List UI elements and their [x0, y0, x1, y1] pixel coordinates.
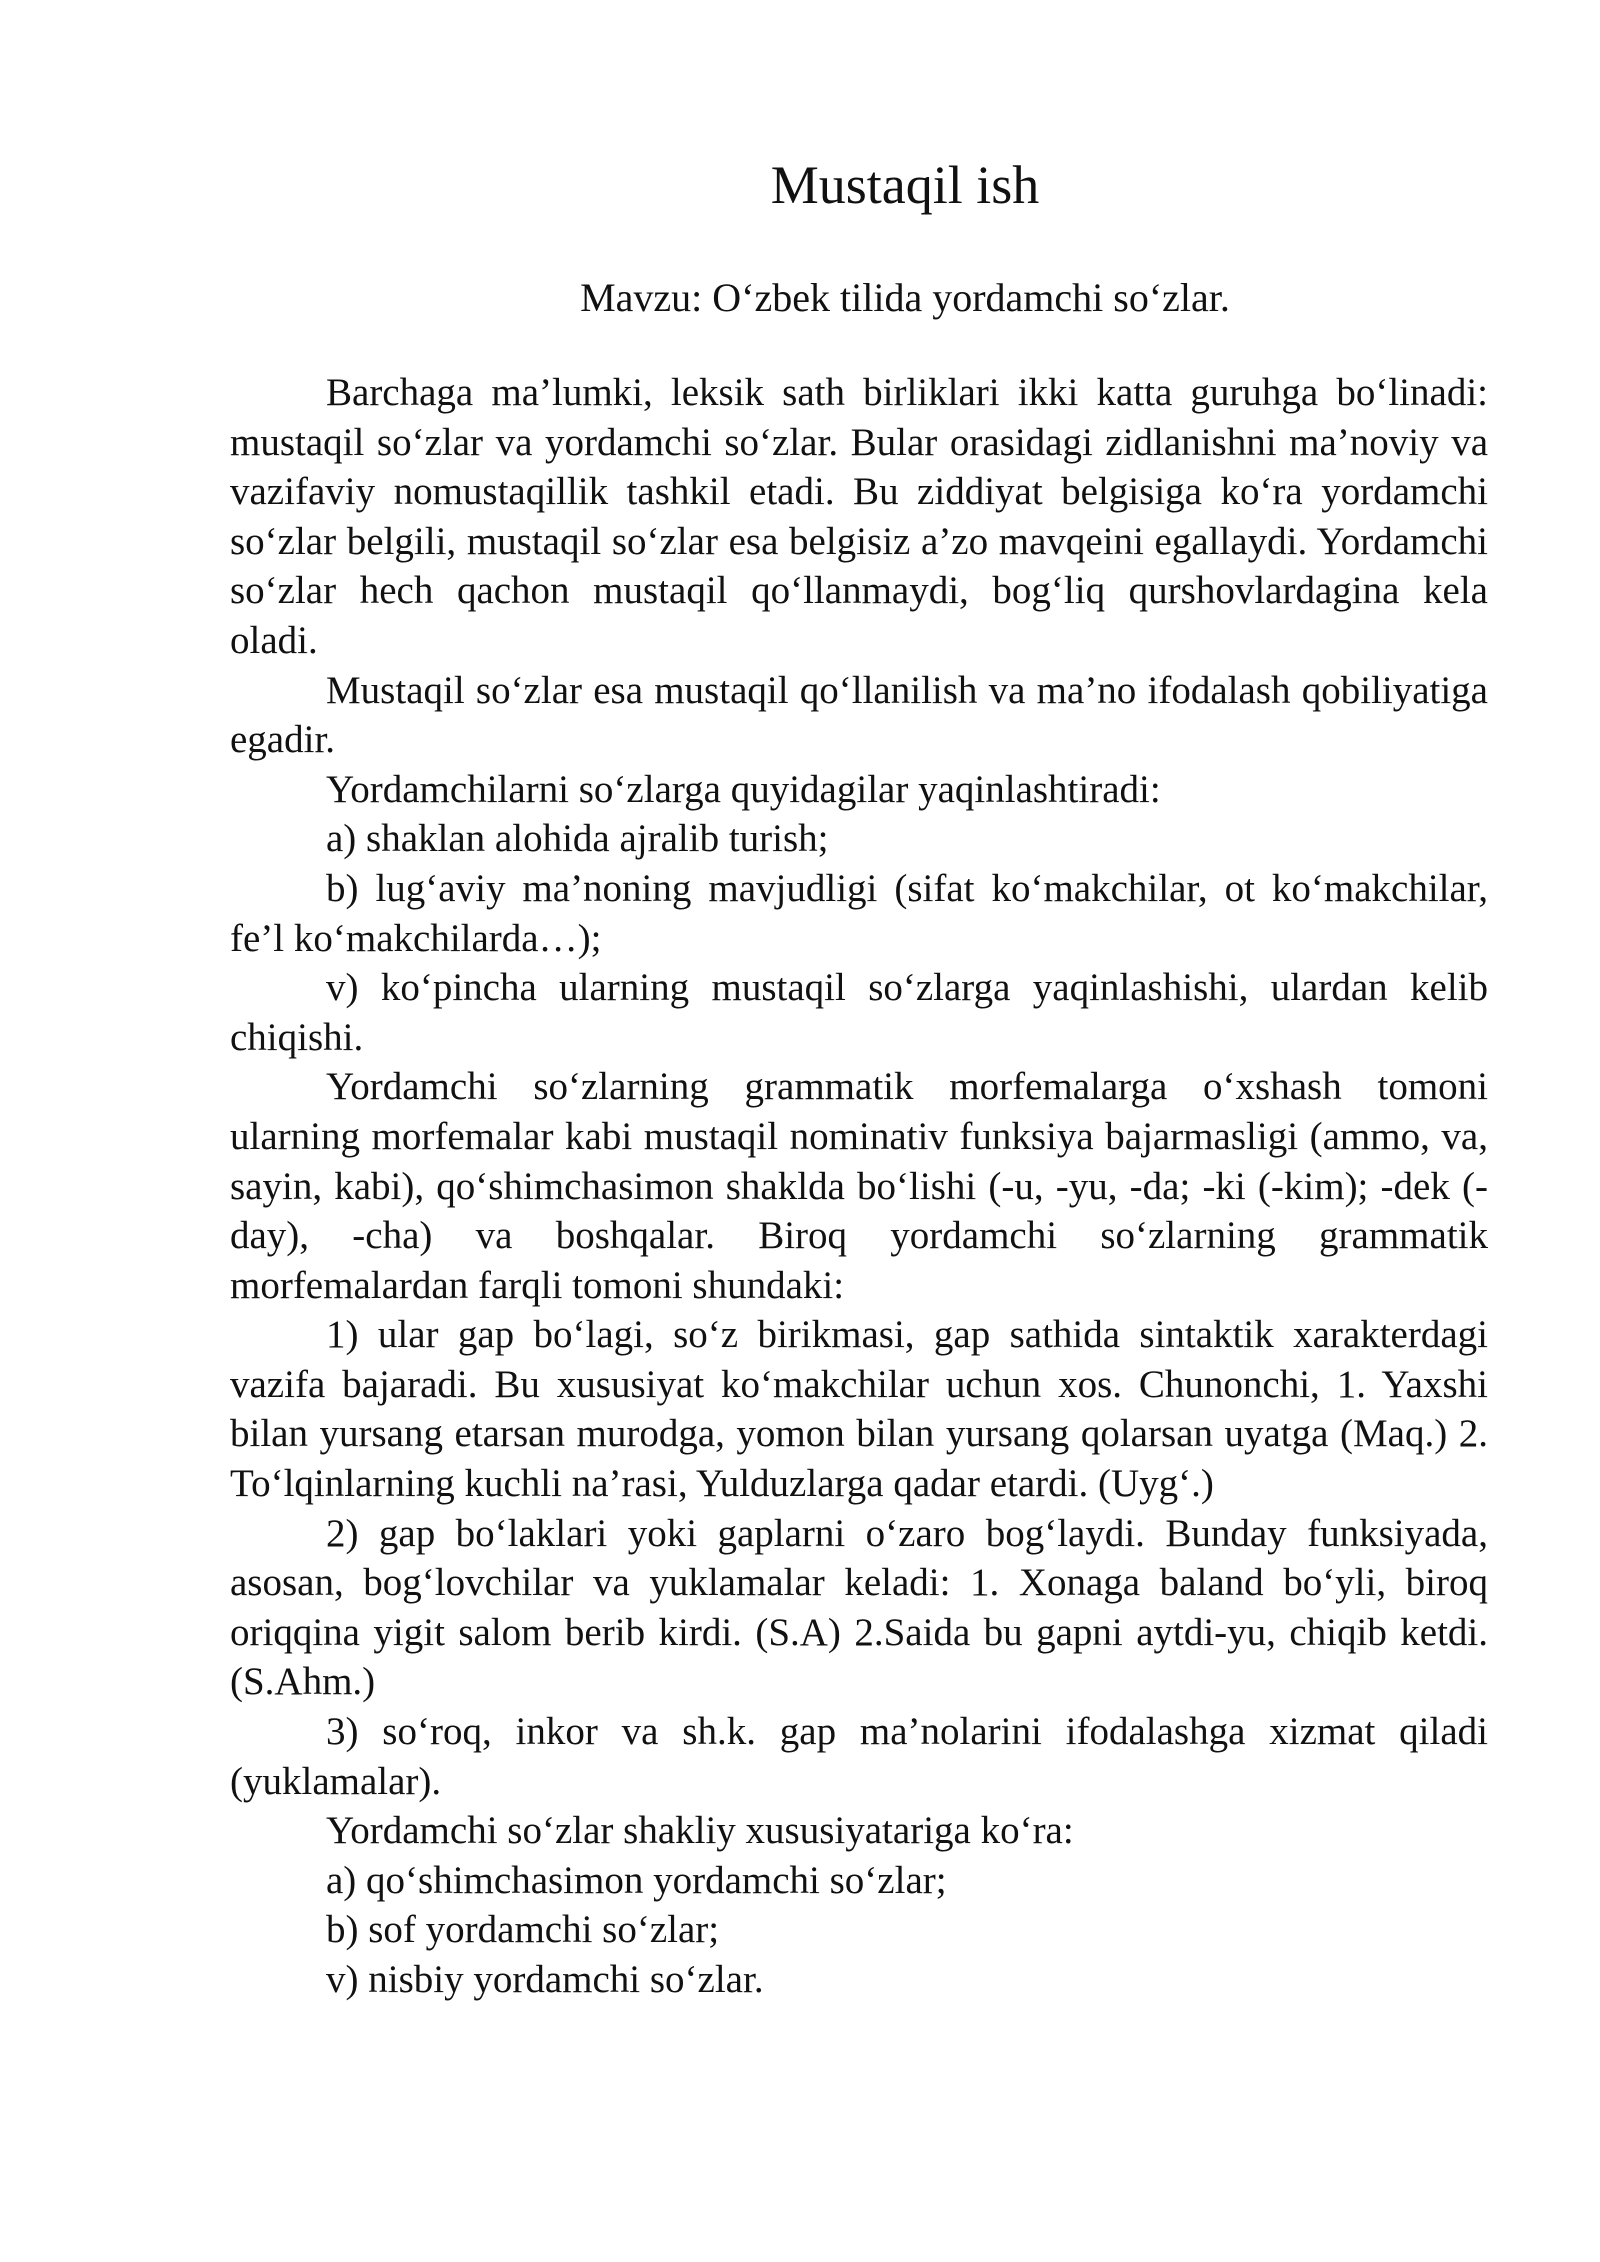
paragraph: Yordamchi so‘zlarning grammatik morfemalarga o‘xshash tomoni ularning morfemalar kabi mustaqil nominativ funksiya bajarmasligi (ammo, va, sayin, kabi), qo‘shimchasimon shakldа bo‘lishi (-u, -yu, -da; -ki (-kim); -dek (-day), -cha) va boshqalar. Biroq yordamchi so‘zlarning grammatik morfemalardan farqli tomoni shundaki: [230, 1065, 1488, 1307]
list-item: 3) so‘roq, inkor va sh.k. gap ma’nolarini ifodalashga xizmat qiladi (yuklamalar). [230, 1710, 1488, 1803]
list-item: a) qo‘shimchasimon yordamchi so‘zlar; [326, 1858, 947, 1902]
paragraph: Mustaqil so‘zlar esa mustaqil qo‘llanilish va ma’no ifodalash qobiliyatiga egadir. [230, 668, 1488, 762]
paragraph: Yordamchi so‘zlar shakliy xususiyatariga ko‘ra: [326, 1809, 1074, 1853]
document-body [230, 368, 1488, 2005]
list-item: a) shaklan alohida ajralib turish; [326, 817, 829, 861]
list-item: 2) gap bo‘laklari yoki gaplarni o‘zaro bog‘laydi. Bunday funksiyada, asosan, bog‘lovchilar va yuklamalar keladi: 1. Xonaga baland bo‘yli, biroq oriqqina yigit salom berib kirdi. (S.A) 2.Saida bu gapni aytdi-yu, chiqib ketdi. (S.Ahm.) [230, 1511, 1488, 1704]
list-item: 1) ular gap bo‘lagi, so‘z birikmasi, gap sathida sintaktik xarakterdagi vazifa bajaradi. Bu xususiyat ko‘makchilar uchun xos. Chunonchi, 1. Yaxshi bilan yursang etarsan murodga, yomon bilan yursang qolarsan uyatga (Maq.) 2. To‘lqinlarning kuchli na’rasi, Yulduzlarga qadar etardi. (Uyg‘.) [230, 1313, 1488, 1506]
paragraph: Yordamchilarni so‘zlarga quyidagilar yaqinlashtiradi: [326, 767, 1161, 811]
page-subtitle: Mavzu: O‘zbek tilida yordamchi so‘zlar. [580, 275, 1230, 320]
list-item: v) ko‘pincha ularning mustaqil so‘zlarga yaqinlashishi, ulardan kelib chiqishi. [230, 966, 1488, 1059]
list-item: b) sof yordamchi so‘zlar; [326, 1908, 720, 1952]
list-item: v) nisbiy yordamchi so‘zlar. [326, 1958, 764, 2001]
list-item: b) lug‘aviy ma’noning mavjudligi (sifat ko‘makchilar, ot ko‘makchilar, fe’l ko‘makchilarda…); [230, 866, 1488, 960]
page-title: Mustaqil ish [770, 155, 1040, 215]
paragraph: Barchaga ma’lumki, leksik sath birliklari ikki katta guruhga bo‘linadi: mustaqil so‘zlar va yordamchi so‘zlar. Bular orasidagi zidlanishni ma’noviy va vazifaviy nomustaqillik tashkil etadi. Bu ziddiyat belgisiga ko‘ra yordamchi so‘zlar belgili, mustaqil so‘zlar esa belgisiz a’zo mavqeini egallaydi. Yordamchi so‘zlar hech qachon mustaqil qo‘llanmaydi, bog‘liq qurshovlardagina kela oladi. [230, 371, 1488, 662]
